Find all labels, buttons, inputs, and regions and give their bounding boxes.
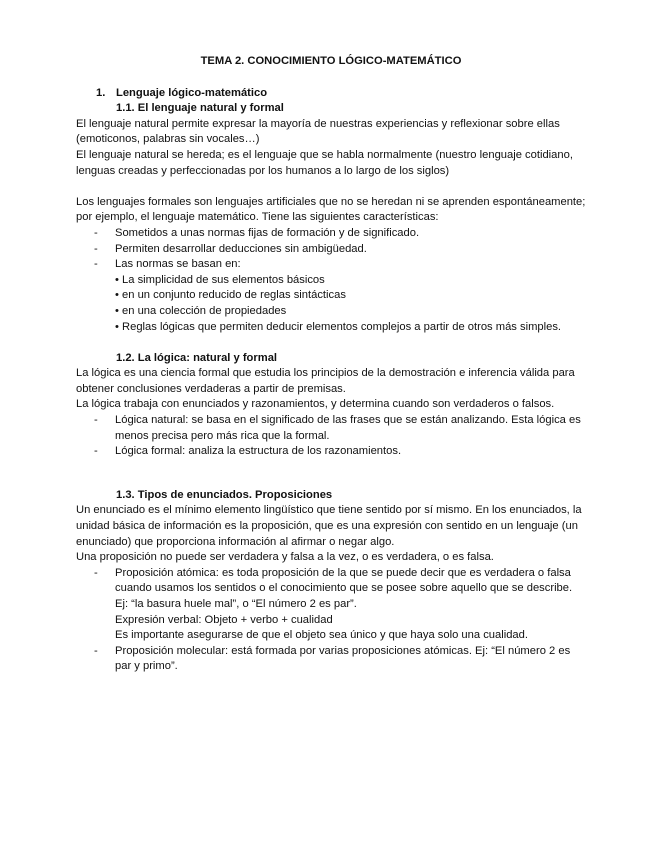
- formal-language-features-list: [76, 226, 586, 335]
- norm-item: • La simplicidad de sus elementos básicos: [115, 273, 325, 286]
- list-item: - Proposición atómica: es toda proposición de la que se puede decir que es verdadera o falsa cuando usamos los sentidos o el conocimiento que se posee sobre aquello que se describe. Ej: “la basura huele mal”, o “El número 2 es par”. Expresión verbal: Objeto + verbo + cualidad Es importante asegurarse de que el objeto sea único y que haya solo una cualidad.: [94, 566, 573, 642]
- subsection-1-1-heading: 1.1. El lenguaje natural y formal: [116, 102, 284, 115]
- paragraph-natural-language-1: El lenguaje natural permite expresar la mayoría de nuestras experiencias y reflexionar sobre ellas (emoticonos, palabras sin vocales…): [76, 117, 560, 146]
- paragraph-logic-work: La lógica trabaja con enunciados y razonamientos, y determina cuando son verdaderos o falsos.: [76, 398, 555, 411]
- list-item: - Lógica formal: analiza la estructura de los razonamientos.: [94, 445, 402, 458]
- section-1-title: Lenguaje lógico-matemático: [116, 86, 268, 99]
- list-item: - Lógica natural: se basa en el significado de las frases que se están analizando. Esta lógica es menos precisa pero más rica que la formal.: [94, 414, 581, 442]
- paragraph-enunciado: Un enunciado es el mínimo elemento lingüístico que tiene sentido por sí mismo. En los enunciados, la unidad básica de información es la proposición, que es una expresión con sentido en un lenguaje (un enunciado) que proporciona información al afirmar o negar algo.: [76, 504, 582, 548]
- paragraph-formal-language: Los lenguajes formales son lenguajes artificiales que no se heredan ni se aprenden espontáneamente; por ejemplo, el lenguaje matemático. Tiene las siguientes características:: [76, 195, 586, 224]
- norm-item: • en una colección de propiedades: [115, 304, 287, 317]
- paragraph-proposicion: Una proposición no puede ser verdadera y falsa a la vez, o es verdadera, o es falsa.: [76, 551, 494, 564]
- section-1-number: 1.: [96, 86, 106, 99]
- norm-item: • Reglas lógicas que permiten deducir elementos complejos a partir de otros más simples.: [115, 320, 562, 333]
- paragraph-natural-language-2: El lenguaje natural se hereda; es el lenguaje que se habla normalmente (nuestro lenguaje cotidiano, lenguas creadas y perfeccionadas por los humanos a lo largo de los siglos): [76, 148, 573, 177]
- document-title: TEMA 2. CONOCIMIENTO LÓGICO-MATEMÁTICO: [200, 55, 462, 67]
- list-item: - Sometidos a unas normas fijas de formación y de significado.: [94, 226, 420, 239]
- subsection-1-2-heading: 1.2. La lógica: natural y formal: [116, 351, 278, 364]
- logic-types-list: [76, 413, 586, 460]
- section-1-heading: [76, 86, 586, 102]
- paragraph-logic-definition: La lógica es una ciencia formal que estudia los principios de la demostración e inferencia válida para obtener conclusiones verdaderas a partir de premisas.: [76, 367, 575, 395]
- list-item: - Las normas se basan en: • La simplicidad de sus elementos básicos • en un conjunto reducido de reglas sintácticas • en una colección de propiedades • Reglas lógicas que permiten deducir elementos complejos a partir de otros más simples.: [76, 257, 586, 335]
- subsection-1-3-heading: 1.3. Tipos de enunciados. Proposiciones: [116, 488, 333, 501]
- list-item: - Proposición molecular: está formada por varias proposiciones atómicas. Ej: “El número 2 es par y primo”.: [94, 644, 571, 673]
- list-item: - Permiten desarrollar deducciones sin ambigüedad.: [94, 242, 367, 255]
- norm-item: • en un conjunto reducido de reglas sintácticas: [115, 289, 346, 302]
- proposition-types-list: [76, 566, 586, 675]
- document-page: [76, 54, 586, 675]
